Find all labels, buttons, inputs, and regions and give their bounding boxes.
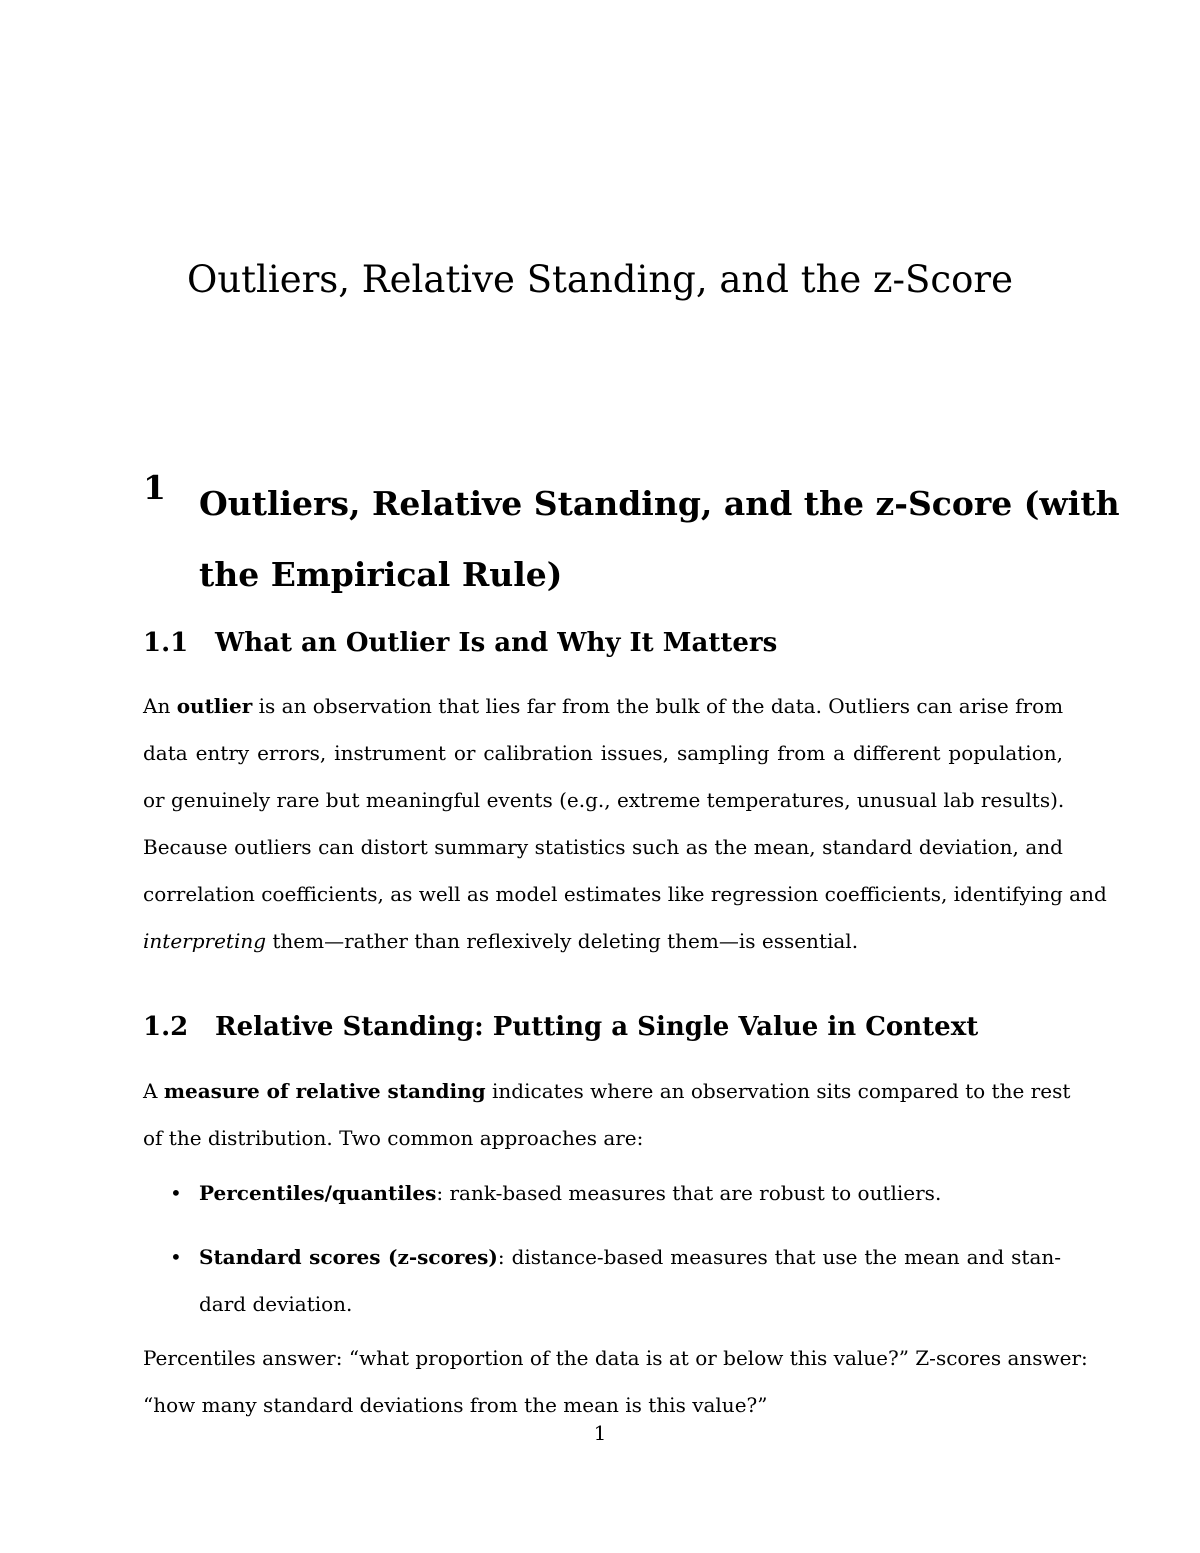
paragraph-line: “how many standard deviations from the mean is this value?” xyxy=(143,1393,768,1417)
list-item: Standard scores (z-scores): distance-based measures that use the mean and stan- dard deviation. xyxy=(199,1245,1062,1316)
subsection-number: 1.1 xyxy=(143,628,189,658)
paragraph-line: An outlier is an observation that lies far from the bulk of the data. Outliers can arise from xyxy=(143,694,1064,718)
subsection-number: 1.2 xyxy=(143,1012,189,1042)
document-title: Outliers, Relative Standing, and the z-Score xyxy=(187,258,1013,301)
paragraph-line: correlation coefficients, as well as model estimates like regression coefficients, identifying and xyxy=(143,882,1107,906)
subsection-title: Relative Standing: Putting a Single Value in Context xyxy=(215,1012,979,1042)
relative-standing-paragraph xyxy=(143,1068,1071,1162)
section-title-line: Outliers, Relative Standing, and the z-Score (with xyxy=(199,484,1120,523)
bullet-icon: • xyxy=(170,1245,182,1269)
paragraph-line: interpreting them—rather than reflexively deleting them—is essential. xyxy=(143,929,859,953)
paragraph-line: Because outliers can distort summary statistics such as the mean, standard deviation, and xyxy=(143,835,1063,859)
section-title-line: the Empirical Rule) xyxy=(199,555,563,594)
comparison-paragraph xyxy=(143,1335,1088,1429)
term-interpreting: interpreting xyxy=(143,929,267,953)
paragraph-line: or genuinely rare but meaningful events (e.g., extreme temperatures, unusual lab results). xyxy=(143,788,1065,812)
list-item: Percentiles/quantiles: rank-based measures that are robust to outliers. xyxy=(199,1181,942,1205)
paragraph-line: A measure of relative standing indicates where an observation sits compared to the rest xyxy=(143,1079,1071,1103)
paragraph-line: of the distribution. Two common approaches are: xyxy=(143,1126,644,1150)
paragraph-line: data entry errors, instrument or calibration issues, sampling from a different population, xyxy=(143,741,1063,765)
subsection-title: What an Outlier Is and Why It Matters xyxy=(215,628,778,658)
bullet-icon: • xyxy=(170,1181,182,1205)
page-number: 1 xyxy=(593,1421,607,1445)
outlier-paragraph xyxy=(143,683,1107,965)
term-relative-standing: measure of relative standing xyxy=(163,1079,486,1103)
section-title xyxy=(199,468,1120,610)
paragraph-line: Percentiles answer: “what proportion of the data is at or below this value?” Z-scores answer: xyxy=(143,1346,1088,1370)
section-number: 1 xyxy=(143,468,166,507)
term-outlier: outlier xyxy=(176,694,253,718)
